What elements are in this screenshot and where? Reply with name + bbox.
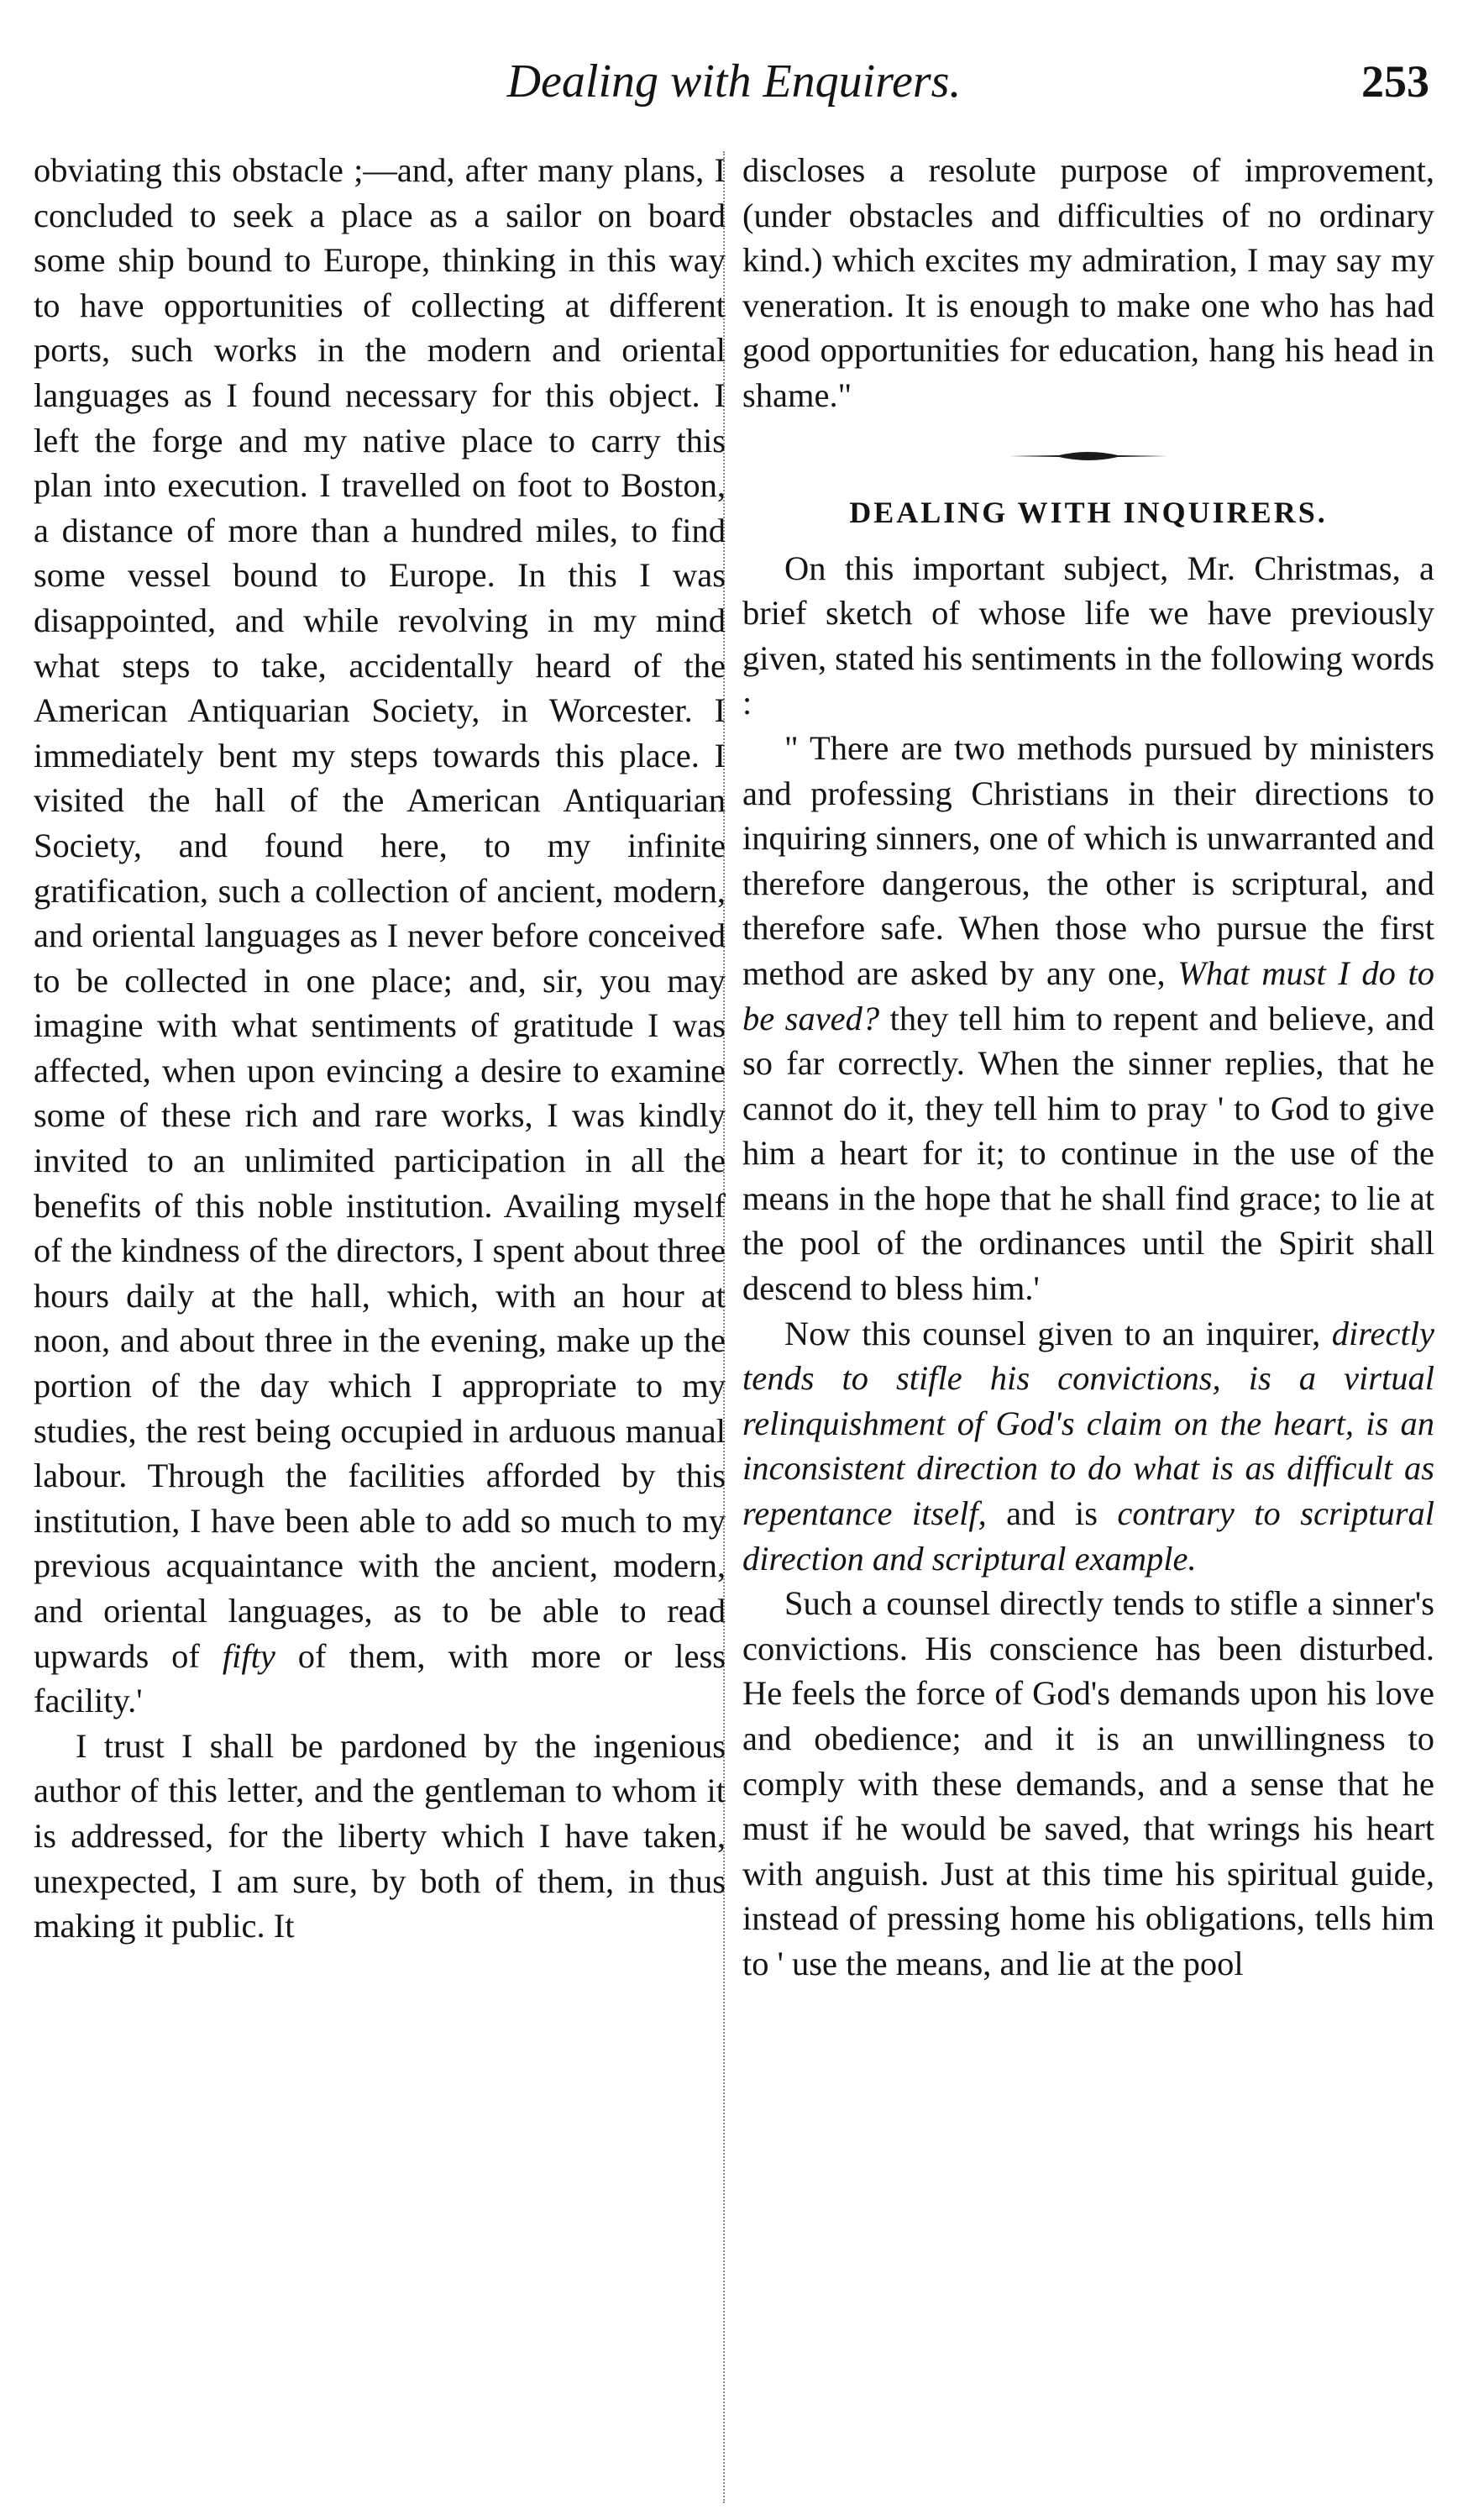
right-paragraph-5: Such a counsel directly tends to stifle a sinner's convictions. His conscience has been disturbed. He feels the force of God's demands upon his love and obedience; and it is an unwillingness to comply with these demands, and a sense that he must if he would be saved, that wrings his heart with anguish. Just at this time his spiritual guide, instead of pressing home his obligations, tells him to ' use the means, and lie at the pool [742, 1584, 1434, 1982]
running-title: Dealing with Enquirers. [506, 55, 962, 108]
right-paragraph-4-start: Now this counsel given to an inquirer, [784, 1314, 1332, 1352]
left-paragraph-1-emphasis: fifty [222, 1636, 275, 1675]
right-paragraph-3 [742, 726, 1434, 1311]
page-number: 253 [1361, 56, 1429, 107]
running-head [34, 52, 1434, 111]
right-paragraph-3-end: they tell him to repent and believe, and so far correctly. When the sinner replies, that he cannot do it, they tell him to pray ' to God to give him a heart for it; to continue in the use of the means in the hope that he shall find grace; to lie at the pool of the ordinances until the Spirit shall descend to bless him.' [742, 999, 1434, 1308]
left-paragraph-1-end: of them, with more or less facility.' [34, 1636, 726, 1720]
right-paragraph-3-emphasis: What must I do to be saved? [742, 953, 1434, 1037]
right-paragraph-4-emphasis-2: contrary to scriptural direction and scriptural example. [742, 1494, 1434, 1578]
right-column [742, 148, 1434, 1987]
right-paragraph-1: discloses a resolute purpose of improvement, (under obstacles and difficulties of no ordinary kind.) which excites my admiration, I may say my veneration. It is enough to make one who has had good opportunities for education, hang his head in shame." [742, 151, 1434, 414]
right-paragraph-4-emphasis-1: directly tends to stifle his convictions, is a virtual relinquishment of God's claim on the heart, is an inconsistent direction to do what is as difficult as repentance itself, [742, 1314, 1434, 1533]
right-paragraph-2: On this important subject, Mr. Christmas, a brief sketch of whose life we have previously given, stated his sentiments in the following words : [742, 549, 1434, 722]
right-paragraph-4 [742, 1311, 1434, 1582]
right-paragraph-3-start: " There are two methods pursued by ministers and professing Christians in their directions to inquiring sinners, one of which is unwarranted and therefore dangerous, the other is scriptural, and therefore safe. When those who pursue the first method are asked by any one, [742, 728, 1434, 992]
left-paragraph-1-text: obviating this obstacle ;—and, after many plans, I concluded to seek a place as a sailor on board some ship bound to Europe, thinking in this way to have opportunities of collecting at different ports, such works in the modern and oriental languages as I found necessary for this object. I left the forge and my native place to carry this plan into execution. I travelled on foot to Boston, a distance of more than a hundred miles, to find some vessel bound to Europe. In this I was disappointed, and while revolving in my mind what steps to take, accidentally heard of the American Antiquarian Society, in Worcester. I immediately bent my steps towards this place. I visited the hall of the American Antiquarian Society, and found here, to my infinite gratification, such a collection of ancient, modern, and oriental languages as I never before conceived to be collected in one place; and, sir, you may imagine with what sentiments of gratitude I was affected, when upon evincing a desire to examine some of these rich and rare works, I was kindly invited to an unlimited participation in all the benefits of this noble institution. Availing myself of the kindness of the directors, I spent about three hours daily at the hall, which, with an hour at noon, and about three in the evening, make up the portion of the day which I appropriate to my studies, the rest being occupied in arduous manual labour. Through the facilities afforded by this institution, I have been able to add so much to my previous acquaintance with the ancient, modern, and oriental languages, as to be able to read upwards of [34, 151, 726, 1675]
left-column [34, 148, 726, 1949]
section-heading: DEALING WITH INQUIRERS. [849, 495, 1328, 529]
left-paragraph-2: I trust I shall be pardoned by the ingenious author of this letter, and the gentleman to whom it is addressed, for the liberty which I have taken, unexpected, I am sure, by both of them, in thus making it public. It [34, 1726, 726, 1945]
ornament-rule-icon [1009, 447, 1168, 465]
right-paragraph-4-and: and is [986, 1494, 1118, 1533]
left-paragraph-1 [34, 148, 726, 1724]
